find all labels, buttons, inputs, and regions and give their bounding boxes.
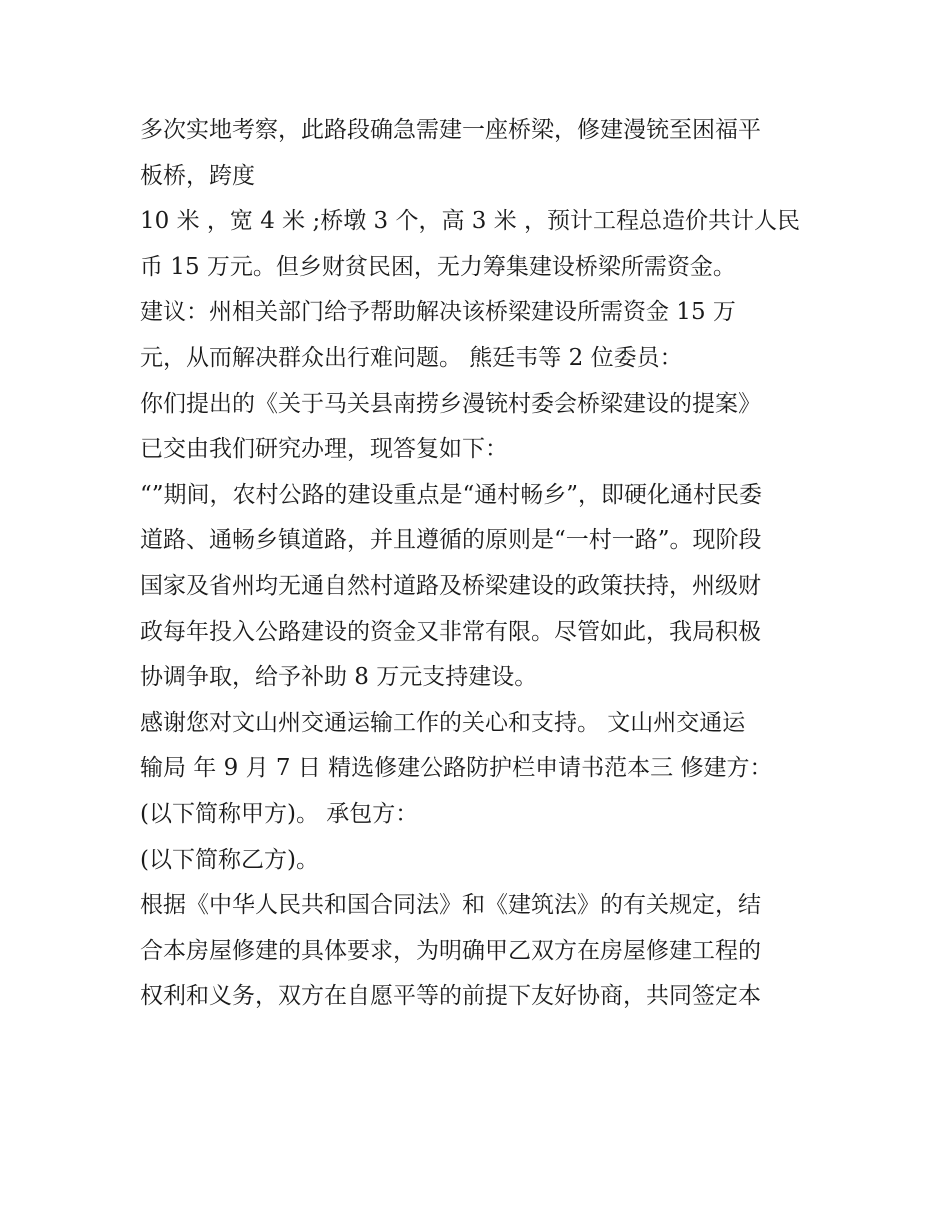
text-line: 多次实地考察，此路段确急需建一座桥梁，修建漫铳至困福平 <box>140 117 761 143</box>
text-line: 根据《中华人民共和国合同法》和《建筑法》的有关规定，结 <box>140 892 761 919</box>
text-line: 板桥，跨度 <box>140 162 255 189</box>
text-line: 协调争取，给予补助 8 万元支持建设。 <box>140 664 538 691</box>
text-line: 感谢您对文山州交通运输工作的关心和支持。 文山州交通运 <box>140 709 746 736</box>
text-line: 建议：州相关部门给予帮助解决该桥梁建设所需资金 15 万 <box>140 299 736 326</box>
text-line: 币 15 万元。但乡财贫民困，无力筹集建设桥梁所需资金。 <box>140 253 736 280</box>
text-line: 你们提出的《关于马关县南捞乡漫铳村委会桥梁建设的提案》 <box>140 390 761 417</box>
text-line: 输局 年 9 月 7 日 精选修建公路防护栏申请书范本三 修建方： <box>140 755 773 782</box>
text-line: 道路、通畅乡镇道路，并且遵循的原则是“一村一路”。现阶段 <box>140 527 762 554</box>
document-body <box>140 108 830 1020</box>
text-line: 政每年投入公路建设的资金又非常有限。尽管如此，我局积极 <box>140 618 761 645</box>
text-line: (以下简称乙方)。 <box>140 846 319 873</box>
text-line: 元，从而解决群众出行难问题。 熊廷韦等 2 位委员： <box>140 344 683 371</box>
text-line: (以下简称甲方)。 承包方： <box>140 800 419 827</box>
text-line: 国家及省州均无通自然村道路及桥梁建设的政策扶持，州级财 <box>140 572 761 599</box>
text-line: 权利和义务，双方在自愿平等的前提下友好协商，共同签定本 <box>140 983 761 1010</box>
text-line: 合本房屋修建的具体要求，为明确甲乙双方在房屋修建工程的 <box>140 937 761 964</box>
text-line: 已交由我们研究办理，现答复如下： <box>140 436 508 463</box>
text-line: 10 米 ，宽 4 米 ;桥墩 3 个，高 3 米 ，预计工程总造价共计人民 <box>140 208 801 235</box>
text-line: “”期间，农村公路的建设重点是“通村畅乡”，即硬化通村民委 <box>140 481 763 508</box>
